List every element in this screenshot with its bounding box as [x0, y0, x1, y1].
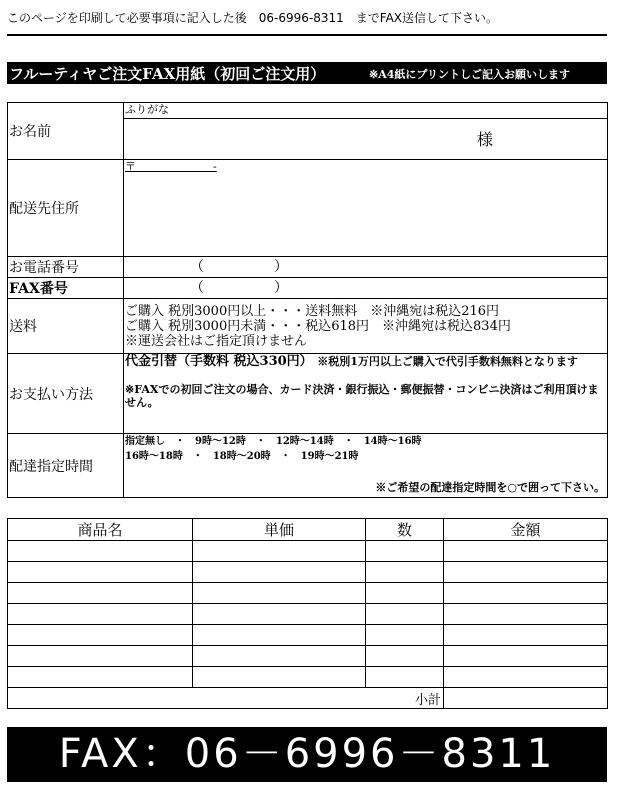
product-cell[interactable] — [8, 646, 193, 667]
subtotal-row — [8, 688, 608, 709]
name-field[interactable] — [124, 119, 608, 160]
qty-cell[interactable] — [366, 583, 444, 604]
postal-code-mark: 〒 - — [125, 160, 217, 173]
col-quantity: 数 — [366, 519, 444, 541]
print-note: ※A4紙にプリントしご記入お願いします — [369, 68, 570, 81]
qty-cell[interactable] — [366, 541, 444, 562]
shipping-label: 送料 — [8, 299, 124, 354]
amount-cell[interactable] — [444, 562, 608, 583]
subtotal-label: 小計 — [8, 688, 444, 709]
product-cell[interactable] — [8, 541, 193, 562]
table-row — [8, 667, 608, 688]
amount-cell[interactable] — [444, 667, 608, 688]
furigana-field[interactable]: ふりがな — [124, 103, 608, 119]
product-cell[interactable] — [8, 562, 193, 583]
customer-form — [7, 102, 608, 498]
shipping-line-1: ご購入 税別3000円以上・・・送料無料 ※沖縄宛は税込216円 — [125, 303, 500, 319]
qty-cell[interactable] — [366, 646, 444, 667]
col-unit-price: 単価 — [193, 519, 366, 541]
table-row — [8, 604, 608, 625]
amount-cell[interactable] — [444, 646, 608, 667]
amount-cell[interactable] — [444, 541, 608, 562]
payment-method: 代金引替（手数料 税込330円） — [125, 354, 313, 369]
qty-cell[interactable] — [366, 667, 444, 688]
delivery-options[interactable] — [124, 434, 608, 498]
fax-label: FAX番号 — [8, 278, 124, 299]
price-cell[interactable] — [193, 562, 366, 583]
product-cell[interactable] — [8, 667, 193, 688]
delivery-note: ※ご希望の配達指定時間を○で囲って下さい。 — [375, 481, 605, 494]
subtotal-cell[interactable] — [444, 688, 608, 709]
amount-cell[interactable] — [444, 625, 608, 646]
price-cell[interactable] — [193, 625, 366, 646]
shipping-info — [124, 299, 608, 354]
table-row — [8, 625, 608, 646]
qty-cell[interactable] — [366, 562, 444, 583]
name-label: お名前 — [8, 103, 124, 160]
table-row — [8, 583, 608, 604]
amount-cell[interactable] — [444, 604, 608, 625]
form-title: フルーティヤご注文FAX用紙（初回ご注文用） — [9, 65, 326, 83]
phone-field[interactable]: （ ） — [124, 257, 608, 278]
qty-cell[interactable] — [366, 604, 444, 625]
price-cell[interactable] — [193, 583, 366, 604]
table-row — [8, 646, 608, 667]
sama-suffix: 様 — [476, 129, 493, 149]
delivery-label: 配達指定時間 — [8, 434, 124, 498]
price-cell[interactable] — [193, 646, 366, 667]
fax-number-banner: FAX：06－6996－8311 — [7, 727, 607, 782]
payment-info — [124, 354, 608, 434]
table-row — [8, 541, 608, 562]
order-items-table — [7, 518, 608, 709]
price-cell[interactable] — [193, 667, 366, 688]
price-cell[interactable] — [193, 604, 366, 625]
product-cell[interactable] — [8, 583, 193, 604]
qty-cell[interactable] — [366, 625, 444, 646]
instruction-text: このページを印刷して必要事項に記入した後 06-6996-8311 までFAX送信して下さい。 — [7, 11, 499, 25]
amount-cell[interactable] — [444, 583, 608, 604]
payment-label: お支払い方法 — [8, 354, 124, 434]
shipping-line-2: ご購入 税別3000円未満・・・税込618円 ※沖縄宛は税込834円 — [125, 318, 511, 334]
col-amount: 金額 — [444, 519, 608, 541]
phone-label: お電話番号 — [8, 257, 124, 278]
payment-restriction-note: ※FAXでの初回ご注文の場合、カード決済・銀行振込・郵便振替・コンビニ決済はご利用頂けません。 — [125, 383, 599, 409]
price-cell[interactable] — [193, 541, 366, 562]
col-product-name: 商品名 — [8, 519, 193, 541]
table-row — [8, 562, 608, 583]
delivery-line-2: 16時～18時 ・ 18時～20時 ・ 19時～21時 — [125, 451, 359, 462]
fax-field[interactable]: （ ） — [124, 278, 608, 299]
delivery-line-1: 指定無し ・ 9時～12時 ・ 12時～14時 ・ 14時～16時 — [125, 436, 422, 447]
product-cell[interactable] — [8, 604, 193, 625]
shipping-line-3: ※運送会社はご指定頂けません — [125, 333, 308, 349]
top-divider — [7, 34, 607, 36]
address-field[interactable] — [124, 160, 608, 257]
product-cell[interactable] — [8, 625, 193, 646]
payment-free-note: ※税別1万円以上ご購入で代引手数料無料となります — [317, 355, 578, 368]
address-label: 配送先住所 — [8, 160, 124, 257]
title-bar — [7, 62, 607, 84]
